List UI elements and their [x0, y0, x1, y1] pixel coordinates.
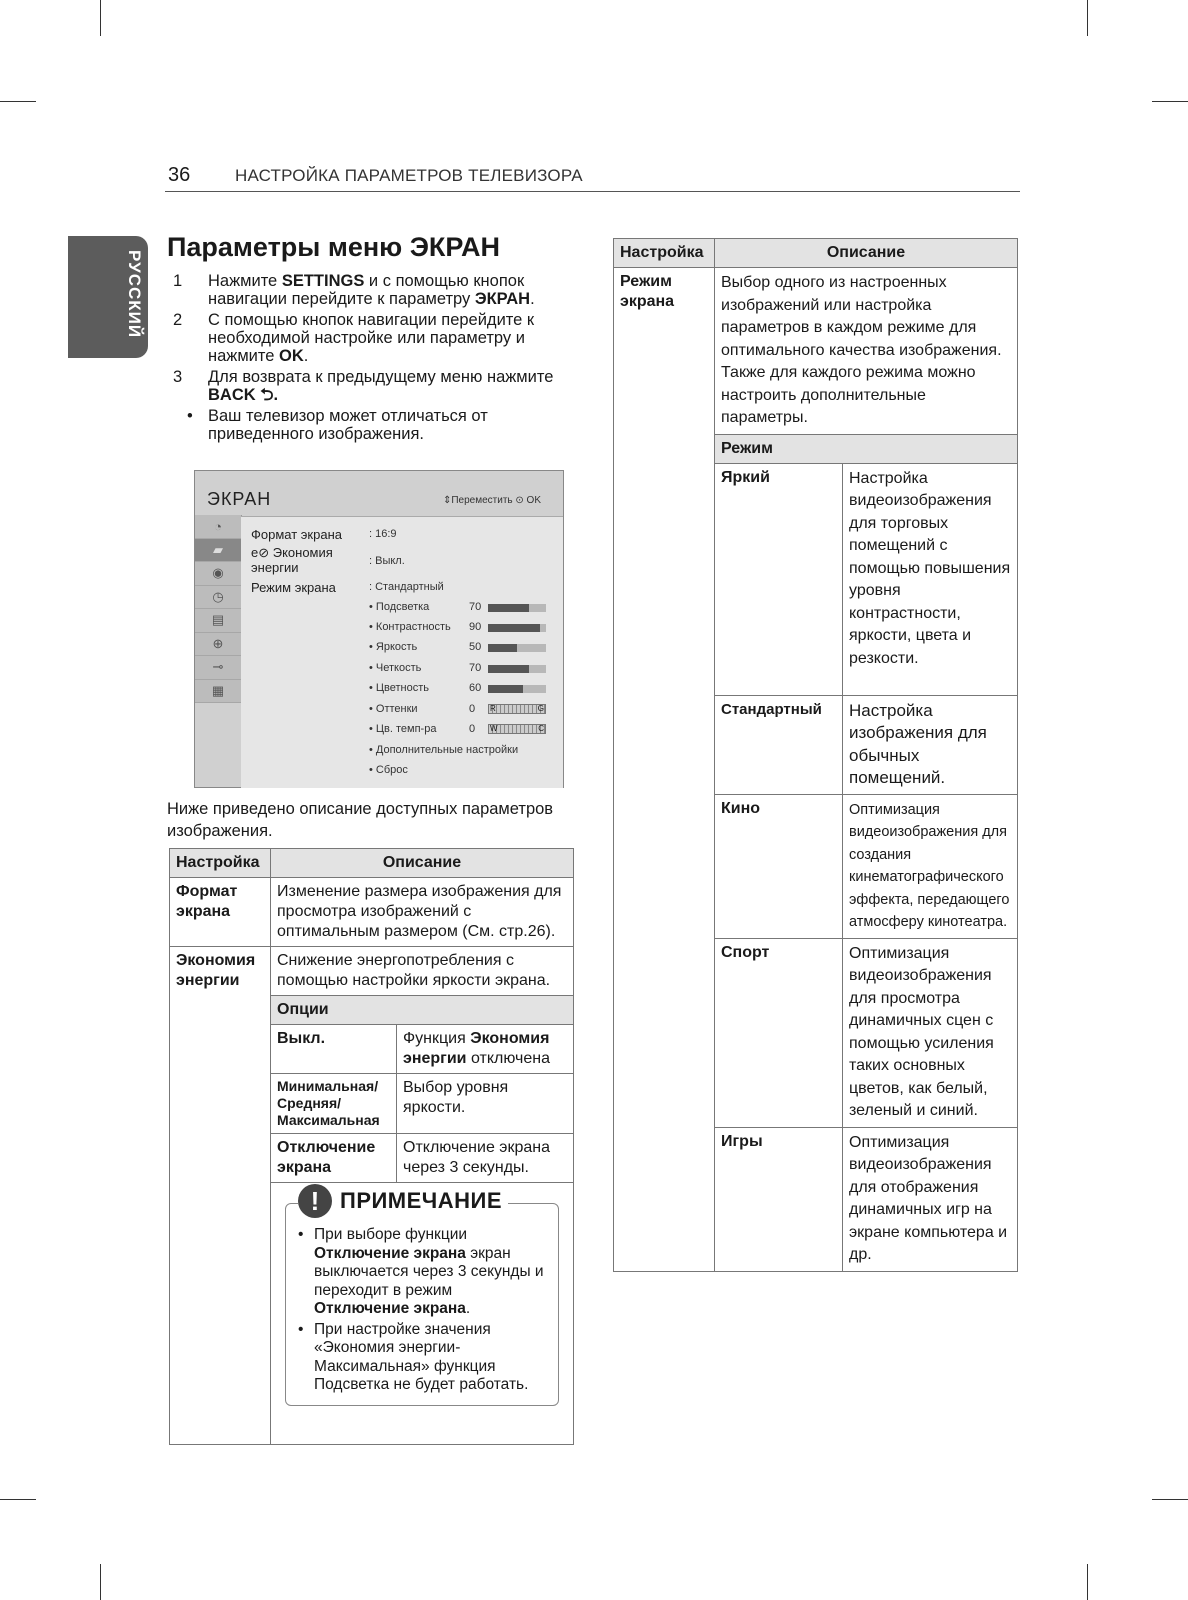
- step-3: [167, 368, 577, 404]
- tv-slider-label[interactable]: • Подсветка: [369, 601, 430, 613]
- crop-mark: [1152, 1499, 1188, 1500]
- setting-name: Формат экрана: [170, 878, 271, 947]
- step-note: [167, 407, 577, 443]
- step-text: .: [530, 290, 535, 308]
- step-text: С помощью кнопок навигации перейдите к необходимой настройке или параметру и нажмите: [208, 311, 535, 365]
- tv-balance-left: W: [490, 724, 498, 733]
- tv-tint-bar[interactable]: [488, 704, 546, 714]
- table-row: [170, 947, 574, 996]
- tv-slider-value: 70: [469, 601, 482, 613]
- mode-description: Оптимизация видеоизображения для создания кинематографического эффекта, передающего атмосферу кинотеатра.: [843, 794, 1018, 938]
- note-header: [298, 1184, 508, 1218]
- step-text: .: [303, 347, 309, 365]
- tv-slider-label[interactable]: • Контрастность: [369, 621, 451, 633]
- note-text-bold: Отключение экрана: [314, 1244, 466, 1262]
- crop-mark: [1087, 1564, 1088, 1600]
- tv-menu-value: : Стандартный: [369, 581, 444, 593]
- key-name: OK: [279, 347, 304, 365]
- media-icon[interactable]: ▦: [195, 680, 241, 704]
- section-title: НАСТРОЙКА ПАРАМЕТРОВ ТЕЛЕВИЗОРА: [235, 166, 583, 185]
- tv-menu-icon-column: [195, 515, 242, 703]
- step-text: и с помощью кнопок навигации перейдите к параметру: [208, 272, 525, 308]
- page-number: 36: [168, 164, 191, 186]
- sound-icon[interactable]: ◉: [195, 562, 241, 586]
- option-description: [397, 1025, 574, 1074]
- tv-menu-item[interactable]: • Сброс: [369, 764, 408, 776]
- tv-menu-item-label: Экономия энергии: [251, 545, 333, 575]
- step-1: [167, 272, 577, 308]
- lock-icon[interactable]: ⊕: [195, 633, 241, 657]
- options-icon[interactable]: ▤: [195, 609, 241, 633]
- step-text: Нажмите: [208, 272, 282, 290]
- option-text: Функция: [403, 1030, 471, 1047]
- table-header-row: [170, 849, 574, 878]
- note-item: • При настройке значения «Экономия энергии-Максимальная» функция Подсветка не будет работать.: [294, 1321, 550, 1395]
- tv-menu-screenshot: [194, 470, 564, 788]
- key-name: BACK ⮌: [208, 386, 274, 404]
- option-name: Отключение экрана: [271, 1134, 397, 1183]
- tv-slider-label[interactable]: • Четкость: [369, 662, 422, 674]
- option-description: Выбор уровня яркости.: [397, 1074, 574, 1134]
- tv-menu-item[interactable]: [251, 545, 361, 575]
- language-label: РУССКИЙ: [125, 250, 144, 339]
- note-text: .: [465, 1300, 471, 1317]
- tv-menu-item[interactable]: • Дополнительные настройки: [369, 744, 519, 756]
- tv-menu-value: : Выкл.: [369, 555, 405, 567]
- crop-mark: [100, 1564, 101, 1600]
- crop-mark: [1087, 0, 1088, 36]
- crop-mark: [100, 0, 101, 36]
- step-text: .: [273, 386, 279, 404]
- mode-description: Оптимизация видеоизображения для просмотра динамичных сцен с помощью усиления таких основных цветов, как белый, зеленый и синий.: [843, 938, 1018, 1127]
- step-text: Ваш телевизор может отличаться от приведенного изображения.: [208, 407, 488, 443]
- option-name: Минимальная/ Средняя/ Максимальная: [271, 1074, 397, 1134]
- key-name: SETTINGS: [281, 272, 365, 290]
- note-text: экран выключается через 3 секунды и переходит в режим: [314, 1244, 544, 1299]
- exclamation-icon: !: [298, 1184, 332, 1218]
- picture-icon[interactable]: ◔: [195, 515, 241, 539]
- settings-table-1: [169, 848, 574, 1445]
- tv-nav-hint: ⇕Переместить ⊙ OK: [442, 495, 541, 506]
- eco-icon: e⊘: [251, 545, 273, 560]
- mode-label: Режим: [715, 434, 1018, 463]
- note-list: [294, 1226, 550, 1395]
- tv-menu-item[interactable]: Режим экрана: [251, 580, 336, 595]
- tv-menu-value: : 16:9: [369, 528, 397, 540]
- screen-icon[interactable]: ▰: [195, 539, 241, 563]
- step-2: [167, 311, 577, 365]
- note-title: ПРИМЕЧАНИЕ: [340, 1187, 503, 1213]
- tv-slider-label[interactable]: • Яркость: [369, 641, 418, 653]
- mode-description: Оптимизация видеоизображения для отображения динамичных игр на экране компьютера и др.: [843, 1127, 1018, 1271]
- tv-slider-fill: [488, 685, 523, 693]
- table-header: Настройка: [170, 849, 271, 878]
- step-number: 1: [173, 272, 183, 290]
- setting-description: Изменение размера изображения для просмотра изображений с оптимальным размером (См. стр.26).: [271, 878, 574, 947]
- tv-slider-value: 90: [469, 621, 482, 633]
- mode-description: Настройка изображения для обычных помещений.: [843, 695, 1018, 794]
- tv-slider-fill: [488, 644, 517, 652]
- mode-name: Кино: [715, 794, 843, 938]
- menu-name: ЭКРАН: [474, 290, 531, 308]
- tv-slider-bar[interactable]: [488, 624, 546, 632]
- note-text: При выборе функции: [314, 1226, 468, 1243]
- tv-slider-bar[interactable]: [488, 644, 546, 652]
- crop-mark: [1152, 101, 1188, 102]
- step-number: 3: [173, 368, 183, 386]
- input-icon[interactable]: ⊸: [195, 656, 241, 680]
- tv-balance-label[interactable]: • Оттенки: [369, 703, 418, 715]
- tv-slider-bar[interactable]: [488, 604, 546, 612]
- mode-name: Стандартный: [715, 695, 843, 794]
- note-cell: [271, 1183, 574, 1445]
- note-box: [285, 1185, 559, 1406]
- mode-name: Спорт: [715, 938, 843, 1127]
- tv-slider-value: 60: [469, 682, 482, 694]
- note-text-bold: Отключение экрана: [314, 1300, 466, 1317]
- options-label: Опции: [271, 996, 574, 1025]
- table-header-row: [614, 239, 1018, 268]
- mode-name: Игры: [715, 1127, 843, 1271]
- page-header: [165, 162, 1020, 192]
- tv-slider-bar[interactable]: [488, 665, 546, 673]
- setting-description: Снижение энергопотребления с помощью настройки яркости экрана.: [271, 947, 574, 996]
- tv-slider-fill: [488, 604, 529, 612]
- tv-slider-fill: [488, 624, 540, 632]
- table-intro: Ниже приведено описание доступных параметров изображения.: [167, 800, 554, 840]
- tv-menu-item[interactable]: Формат экрана: [251, 527, 342, 542]
- tv-balance-value: 0: [469, 723, 476, 735]
- crop-mark: [0, 1499, 36, 1500]
- tv-slider-value: 50: [469, 641, 482, 653]
- option-description: Отключение экрана через 3 секунды.: [397, 1134, 574, 1183]
- tv-slider-fill: [488, 665, 529, 673]
- crop-mark: [0, 101, 36, 102]
- page-title: Параметры меню ЭКРАН: [167, 232, 501, 262]
- table-header: Описание: [715, 239, 1018, 268]
- table-header: Описание: [271, 849, 574, 878]
- setting-name: Режим экрана: [614, 268, 715, 1272]
- clock-icon[interactable]: ◷: [195, 586, 241, 610]
- table-row: [614, 268, 1018, 435]
- tv-slider-bar[interactable]: [488, 685, 546, 693]
- step-number: 2: [173, 311, 183, 329]
- tv-menu-title: ЭКРАН: [207, 489, 272, 509]
- instruction-steps: [167, 272, 577, 446]
- table-header: Настройка: [614, 239, 715, 268]
- step-text: Для возврата к предыдущему меню нажмите: [208, 368, 554, 386]
- setting-name: Экономия энергии: [170, 947, 271, 1445]
- settings-table-2: [613, 238, 1018, 1272]
- mode-description: Настройка видеоизображения для торговых помещений с помощью повышения уровня контрастности, яркости, цвета и резкости.: [843, 463, 1018, 695]
- tv-balance-label[interactable]: • Цв. темп-ра: [369, 723, 437, 735]
- tv-balance-value: 0: [469, 703, 476, 715]
- mode-name: Яркий: [715, 463, 843, 695]
- note-item: [294, 1226, 550, 1319]
- tv-balance-right: C: [538, 724, 544, 733]
- setting-description: Выбор одного из настроенных изображений или настройка параметров в каждом режиме для оптимального качества изображения. Также для каждого режима можно настроить дополнительные параметры.: [715, 268, 1018, 435]
- tv-balance-right: G: [537, 704, 544, 713]
- option-text-bold: Экономия энергии: [403, 1030, 550, 1067]
- option-name: Выкл.: [271, 1025, 397, 1074]
- tv-slider-label[interactable]: • Цветность: [369, 682, 430, 694]
- option-text: отключена: [466, 1050, 550, 1067]
- tv-color-temp-bar[interactable]: [488, 724, 546, 734]
- bullet: •: [187, 407, 193, 425]
- tv-slider-value: 70: [469, 662, 482, 674]
- tv-balance-left: R: [490, 704, 496, 713]
- tv-menu-panel: [241, 516, 563, 788]
- table-row: [170, 878, 574, 947]
